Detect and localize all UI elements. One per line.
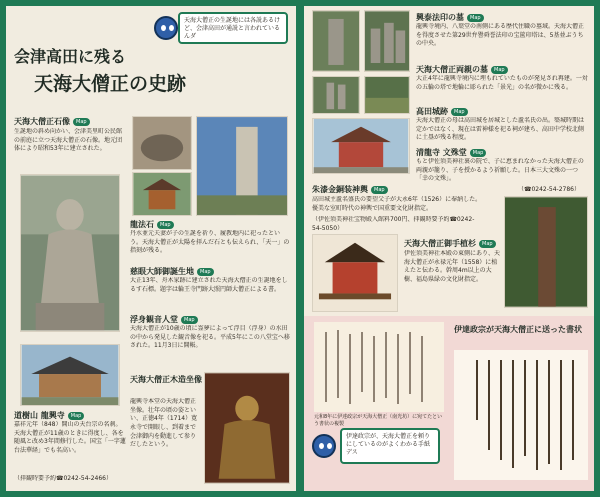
seirinji-photo xyxy=(312,118,410,174)
map-badge[interactable]: Map xyxy=(479,240,496,248)
map-badge[interactable]: Map xyxy=(68,412,85,420)
text-ryokubo: 大正4年に龍興寺境内に埋もれていたものが発見され再建。一対の五輪の塔で地輪に彫られた「景光」の名が微かに残る。 xyxy=(416,75,588,91)
section-title-seirinji: 清龍寺 文殊堂 Map xyxy=(416,147,486,158)
section-title-takada: 高田城跡 Map xyxy=(416,106,468,117)
section-title-letter: 伊達政宗が天海大僧正に送った書状 xyxy=(454,325,582,334)
cedar-tree-photo xyxy=(504,196,588,308)
letter-caption: 元和8年に伊達政宗が天海大僧正（南光坊）に宛てたという書状の複製 xyxy=(314,414,443,427)
map-badge[interactable]: Map xyxy=(181,316,198,324)
text-mikoshi: 高田城主蘆名盛氏の要望父子が大永6年（1526）に奉納した。優美な室町時代の神輿で国重要文化財指定。 xyxy=(312,196,482,212)
section-title-mikoshi: 朱漆金銅装神輿 Map xyxy=(312,184,388,195)
tel-mikoshi: （伊佐須美神社宝物殿入館料700円、拝観時要予約☎0242-54-5050） xyxy=(312,216,475,232)
text-seitanchi: 大正13年、舟木家跡に建立された天海大僧正の生誕地をしるす石標。題字は輪王寺門跡大照円師大僧正による書。 xyxy=(130,277,288,293)
text-kozozo: 龍興寺本堂の天海大僧正坐像。壮年の頃の姿といい、正徳4年（1714）寛永寺で開眼し、到着まで会津御内を動進して参りだしたという。 xyxy=(130,398,198,449)
stone-statue-photo xyxy=(20,174,120,332)
section-title-gansei: 龍法石 Map xyxy=(130,219,174,230)
graves-row-photo xyxy=(364,10,410,72)
left-page xyxy=(6,6,296,491)
map-badge[interactable]: Map xyxy=(451,108,468,116)
map-badge[interactable]: Map xyxy=(467,14,484,22)
speech-bubble-bottom: 伊達政宗が、天海大僧正を頼りにしているのがよくわかる手紙デス xyxy=(340,428,440,464)
section-title-hotaiba: 興泰法印の墓 Map xyxy=(416,12,484,23)
map-badge[interactable]: Map xyxy=(491,66,508,74)
text-ryukoji: 嘉祥元年（848）開山の天台宗の名刹。天海大僧正が11歳のときに得度し、各を随風と改め3年間修行した。国宝「一字蓮台法華経」でも名高い。 xyxy=(14,421,126,455)
title-line2: 天海大僧正の史跡 xyxy=(34,73,187,95)
mascot-icon-bottom xyxy=(312,434,336,458)
section-title-stone-statue: 天海大僧正石像 Map xyxy=(14,116,90,127)
section-title-sugi: 天海大僧正御手植杉 Map xyxy=(404,238,496,249)
letter-transcription xyxy=(454,350,588,480)
mascot-icon xyxy=(154,16,178,40)
section-title-ryukoji: 道樹山 龍興寺 Map xyxy=(14,410,84,421)
map-badge[interactable]: Map xyxy=(470,149,487,157)
text-stone-statue: 生誕地の斜め向かい、会津美里町公民館の前庭に立つ天海大僧正の石像。地元団体により昭和53年に建立された。 xyxy=(14,128,123,153)
map-badge[interactable]: Map xyxy=(197,268,214,276)
tel-ryukoji: （拝観時要予約☎0242-54-2466） xyxy=(14,475,112,482)
castle-ruin-photo xyxy=(364,76,410,114)
letter-image xyxy=(314,322,444,412)
speech-bubble-top: 天海大僧正の生誕地には各説あるけど、会津高田が通説と言われているんダ xyxy=(178,12,288,44)
text-gansei: 丹水並元夫妻が子の生誕を祈り、履教地内に祀ったという。天海大僧正が太陽を拝んだ石とも伝えられ、「天一」の指刻が残る。 xyxy=(130,230,290,255)
section-title-ukimido: 浮身観音人堂 Map xyxy=(130,314,198,325)
section-title-ryokubo: 天海大僧正両親の墓 Map xyxy=(416,64,508,75)
title-line1: 会津高田に残る xyxy=(14,47,127,66)
page-title xyxy=(14,44,290,96)
text-sugi: 伊佐須美神社本殿の東側にあり、天海大僧正が永禄元年（1558）に植えたと伝わる。幹周4m以上の大樹、福島県緑の文化財指定。 xyxy=(404,250,500,284)
shrine-photo xyxy=(132,172,192,216)
wooden-statue-photo xyxy=(204,372,290,484)
grave-photo xyxy=(312,10,360,72)
ryukoji-photo xyxy=(20,344,120,406)
text-ukimido: 天海大僧正が10歳の頃に霊夢によって浮目（浮身）の水田の中から発見した観音像を祀る。平成5年にこの八堂宝へ移された。11月3日に開帳。 xyxy=(130,325,290,350)
right-page xyxy=(304,6,594,491)
stone-photo xyxy=(132,116,192,170)
map-badge[interactable]: Map xyxy=(371,186,388,194)
map-badge[interactable]: Map xyxy=(157,221,174,229)
tel-seirinji: （☎0242-54-2786） xyxy=(518,186,580,193)
mikoshi-photo xyxy=(312,234,398,312)
parents-grave-photo xyxy=(312,76,360,114)
text-takada: 天海大僧正の母は高田城を居城とした蘆名氏の出。築城時期は定かではなく、現在は雷神様を祀る祠が建ち、高田中学校北側に土塁が残る程度。 xyxy=(416,117,585,142)
text-hotaiba: 龍興寺境内、八葉堂の南側にある歴代住職の墓域。天海大僧正を得度させた第29世弁譽舜誉法印の宝篋印塔は、5基並ぶうちの中央。 xyxy=(416,23,585,48)
monument-photo xyxy=(196,116,288,216)
section-title-kozozo: 天海大僧正木造坐像 xyxy=(130,374,222,385)
map-badge[interactable]: Map xyxy=(73,118,90,126)
text-seirinji: もと伊佐須美神社裏の院で、子に恵まれなかった天海大僧正の両親が籠り、子を授かるよう祈願した。日本三大文殊の一つ「幸の文殊」。 xyxy=(416,158,584,183)
section-title-seitanchi: 慈眼大師御誕生地 Map xyxy=(130,266,214,277)
